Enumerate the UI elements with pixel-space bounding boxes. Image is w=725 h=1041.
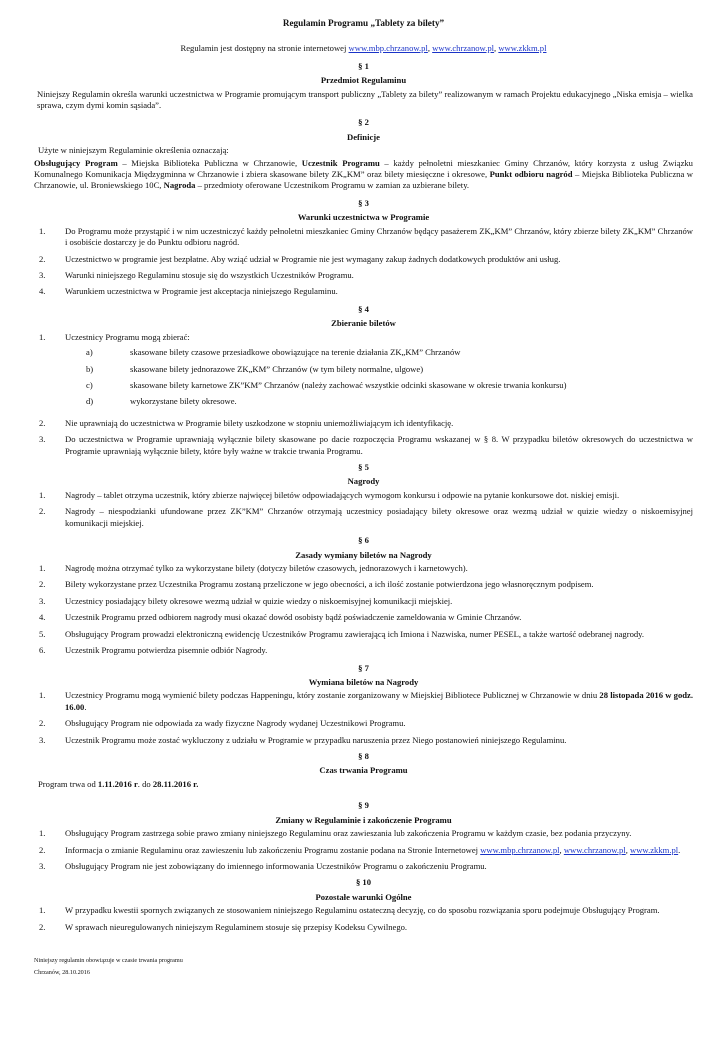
section-10-title: Pozostałe warunki Ogólne <box>315 891 412 902</box>
sub-letter: c) <box>86 379 93 390</box>
section-2-mark: § 2 <box>358 117 369 128</box>
end-date: 28.11.2016 r. <box>152 778 199 789</box>
list-item <box>34 579 693 590</box>
footer-validity: Niniejszy regulamin obowiązuje w czasie trwania programu <box>34 957 183 964</box>
item-number: 1. <box>39 563 46 573</box>
availability-line <box>34 43 693 54</box>
separator: , <box>427 43 433 54</box>
footer-place-date: Chrzanów, 28.10.2016 <box>34 968 90 976</box>
item-number: 2. <box>39 921 46 932</box>
list-item <box>34 506 693 529</box>
def-term: Punkt odbioru nagród <box>489 169 573 180</box>
sub-text: skasowane bilety czasowe przesiadkowe obowiązujące na terenie działania ZK„KM” Chrzanów <box>130 347 461 358</box>
list-item <box>34 612 693 623</box>
list-item <box>34 922 693 933</box>
item-number: 2. <box>39 253 46 264</box>
duration-text: Program trwa od <box>38 778 98 789</box>
document-title: Regulamin Programu „Tablety za bilety” <box>282 18 445 28</box>
item-text: Nagrody – niespodzianki ufundowane przez ZK”KM” Chrzanów otrzymają uczestnicy posiadający bilety okresowe oraz wezmą udział w quizie wiedzy o niskoemisyjnej komunikacji miejskiej. <box>65 506 693 528</box>
item-text: Uczestnictwo w programie jest bezpłatne. Aby wziąć udział w Programie nie jest wymagany zakup żadnych dodatkowych produktów ani usług. <box>65 253 561 264</box>
sub-item <box>34 364 693 375</box>
item-text <box>65 690 693 713</box>
item-text-end: . <box>84 701 87 712</box>
duration-text: . do <box>137 778 153 789</box>
list-item <box>34 434 693 457</box>
section-8-mark: § 8 <box>358 751 369 762</box>
section-3-title: Warunki uczestnictwa w Programie <box>297 212 430 223</box>
section-10-mark: § 10 <box>355 877 372 888</box>
section-7-mark: § 7 <box>358 662 369 673</box>
item-text: Uczestnicy Programu mogą zbierać: <box>65 331 190 342</box>
separator: , <box>559 844 564 855</box>
item-number: 2. <box>39 844 46 855</box>
item-number: 2. <box>39 506 46 517</box>
section-4-sublist <box>34 345 693 413</box>
item-text: Do Programu może przystąpić i w nim uczestniczyć każdy pełnoletni mieszkaniec Gminy Chrzanów będący pasażerem ZK„KM” Chrzanów, który zbierze bilety ZK„KM” Chrzanów i osobiście dostarczy je do Punktu odbioru nagród. <box>65 225 693 248</box>
separator: , <box>625 844 631 855</box>
list-item <box>34 286 693 297</box>
sub-letter: a) <box>86 347 93 358</box>
section-1-mark: § 1 <box>358 60 369 71</box>
item-number: 2. <box>39 417 46 428</box>
item-text-part: Uczestnicy Programu mogą wymienić bilety podczas Happeningu, który zostanie zorganizowany w Miejskiej Bibliotece Publicznej w Chrzanowie w dniu <box>65 690 600 701</box>
event-date: 28 listopada 2016 w godz. 16.00 <box>65 690 693 712</box>
list-item <box>34 226 693 249</box>
link-chrzanow[interactable]: www.chrzanow.pl <box>432 43 495 54</box>
item-text: Warunkiem uczestnictwa w Programie jest akceptacja niniejszego Regulaminu. <box>65 286 338 297</box>
def-text: – każdy pełnoletni mieszkaniec Gminy Chrzanów, który korzysta z usług Związku Komunalnego Komunikacja Międzygminna w Chrzanowie i zbiera skasowane bilety ZK„KM” oraz bilety miesięczne i okresowe, <box>34 157 693 180</box>
list-item <box>34 905 693 916</box>
item-text: Uczestnik Programu potwierdza pisemnie odbiór Nagrody. <box>65 645 268 656</box>
link-zkkm[interactable]: www.zkkm.pl <box>498 43 547 54</box>
link-zkkm[interactable]: www.zkkm.pl <box>630 844 679 855</box>
item-number: 1. <box>39 225 46 236</box>
sub-item <box>34 347 693 358</box>
list-item <box>34 645 693 656</box>
item-text: Uczestnik Programu może zostać wykluczony z udziału w Programie w przypadku naruszenia przez Niego postanowień niniejszego Regulaminu. <box>65 734 567 745</box>
item-text: Obsługujący Program nie odpowiada za wady fizyczne Nagrody wydanej Uczestnikowi Programu. <box>65 718 406 729</box>
sub-item <box>34 380 693 391</box>
item-text-end: . <box>678 844 681 855</box>
item-text <box>65 845 693 856</box>
list-item <box>34 690 693 713</box>
item-text: Obsługujący Program prowadzi elektroniczną ewidencję Uczestników Programu zawierającą ich Imiona i Nazwiska, numer PESEL, a także wartość odebranej nagrody. <box>65 628 645 639</box>
sub-item <box>34 396 693 407</box>
item-text: Do uczestnictwa w Programie uprawniają wyłącznie bilety skasowane po dacie rozpoczęcia Programu wskazanej w § 8. W przypadku biletów okresowych do uczestnictwa w Programie uprawniają wyłącznie bilety, które były ważne w trakcie trwania Programu. <box>65 434 693 456</box>
section-6-list <box>34 563 693 657</box>
item-text: Warunki niniejszego Regulaminu stosuje się do wszystkich Uczestników Programu. <box>65 269 354 280</box>
def-text: – Miejska Biblioteka Publiczna w Chrzanowie, ul. Broniewskiego 10C, <box>34 169 693 191</box>
item-number: 2. <box>39 718 46 729</box>
section-9-list <box>34 828 693 872</box>
separator: , <box>494 43 499 54</box>
section-6-mark: § 6 <box>358 535 369 546</box>
section-4-mark: § 4 <box>358 303 369 314</box>
item-number: 2. <box>39 579 46 590</box>
item-number: 3. <box>39 434 46 445</box>
section-6-title: Zasady wymiany biletów na Nagrody <box>295 549 432 560</box>
section-9-title: Zmiany w Regulaminie i zakończenie Programu <box>275 814 452 825</box>
item-number: 1. <box>39 489 46 500</box>
document-footer <box>34 955 183 979</box>
def-text: – przedmioty oferowane Uczestnikom Programu w zamian za uzbierane bilety. <box>195 180 470 191</box>
item-text: Obsługujący Program zastrzega sobie prawo zmiany niniejszego Regulaminu oraz zawieszania lub zakończenia Programu w każdym czasie, bez podania przyczyny. <box>65 828 632 839</box>
link-mbp[interactable]: www.mbp.chrzanow.pl <box>348 43 428 54</box>
list-item <box>34 861 693 872</box>
item-text: Obsługujący Program nie jest zobowiązany do imiennego informowania Uczestników Programu o zakończeniu Programu. <box>65 861 487 872</box>
list-item <box>34 629 693 640</box>
item-number: 3. <box>39 595 46 606</box>
item-number: 1. <box>39 690 46 701</box>
list-item <box>34 418 693 429</box>
item-text: Uczestnik Programu przed odbiorem nagrody musi okazać dowód osobisty bądź poświadczenie zameldowania w Gminie Chrzanów. <box>65 612 522 623</box>
section-4-list <box>34 332 693 457</box>
section-7-title: Wymiana biletów na Nagrody <box>308 676 419 687</box>
section-8-text <box>34 779 693 790</box>
sub-text: wykorzystane bilety okresowe. <box>130 396 237 407</box>
section-5-list <box>34 490 693 529</box>
document-page <box>0 17 725 1041</box>
section-5-mark: § 5 <box>358 462 369 473</box>
item-number: 3. <box>39 734 46 745</box>
list-item <box>34 563 693 574</box>
item-text: W przypadku kwestii spornych związanych ze stosowaniem niniejszego Regulaminu ostateczną decyzję, co do sposobu rozwiązania sporu podejmuje Obsługujący Program. <box>65 905 660 916</box>
item-number: 1. <box>39 331 46 342</box>
item-number: 1. <box>39 905 46 916</box>
list-item <box>34 254 693 265</box>
item-number: 3. <box>39 269 46 280</box>
item-text: Bilety wykorzystane przez Uczestnika Programu zostaną przeliczone w jego obecności, a ich ilość zostanie potwierdzona jego własnoręcznym podpisem. <box>65 579 594 590</box>
section-8-title: Czas trwania Programu <box>319 765 408 776</box>
sub-text: skasowane bilety jednorazowe ZK„KM” Chrzanów (w tym bilety normalne, ulgowe) <box>130 363 424 374</box>
section-9-mark: § 9 <box>358 800 369 811</box>
start-date: 1.11.2016 r <box>97 778 138 789</box>
item-text: Nagrodę można otrzymać tylko za wykorzystane bilety (dotyczy biletów czasowych, jednorazowych i karnetowych). <box>65 563 468 573</box>
item-number: 3. <box>39 861 46 872</box>
section-1-title: Przedmiot Regulaminu <box>320 75 407 86</box>
sub-text: skasowane bilety karnetowe ZK”KM” Chrzanów (należy zachować wszystkie odcinki skasowane w okresie trwania konkursu) <box>130 379 567 390</box>
section-1-text: Niniejszy Regulamin określa warunki uczestnictwa w Programie promującym transport publiczny „Tablety za bilety” realizowanym w ramach Projektu edukacyjnego „Niska emisja – wielka sprawa, czym dymi komin sąsiada”. <box>37 88 693 110</box>
item-text: W sprawach nieuregulowanych niniejszym Regulaminem stosuje się przepisy Kodeksu Cywilnego. <box>65 921 408 932</box>
item-number: 5. <box>39 628 46 639</box>
section-7-list <box>34 690 693 746</box>
link-mbp[interactable]: www.mbp.chrzanow.pl <box>480 844 560 855</box>
sub-letter: d) <box>86 396 94 407</box>
item-number: 6. <box>39 645 46 656</box>
section-2-definitions <box>34 158 693 192</box>
item-number: 4. <box>39 612 46 623</box>
def-term: Uczestnik Programu <box>301 157 380 168</box>
list-item <box>34 735 693 746</box>
section-2-title: Definicje <box>347 131 380 142</box>
def-text: – Miejska Biblioteka Publiczna w Chrzanowie, <box>117 157 302 168</box>
section-4-title: Zbieranie biletów <box>331 318 396 329</box>
list-item <box>34 270 693 281</box>
sub-letter: b) <box>86 363 94 374</box>
def-term: Obsługujący Program <box>34 157 118 168</box>
item-number: 1. <box>39 828 46 839</box>
list-item <box>34 332 693 413</box>
section-2-intro: Użyte w niniejszym Regulaminie określenia oznaczają: <box>38 145 229 156</box>
item-text: Nie uprawniają do uczestnictwa w Programie bilety uszkodzone w stopniu uniemożliwiającym ich identyfikację. <box>65 417 454 428</box>
list-item <box>34 718 693 729</box>
item-text-part: Informacja o zmianie Regulaminu oraz zawieszeniu lub zakończeniu Programu zostanie podana na Stronie Internetowej <box>65 844 481 855</box>
item-text: Uczestnicy posiadający bilety okresowe wezmą udział w quizie wiedzy o niskoemisyjnej komunikacji miejskiej. <box>65 595 453 606</box>
list-item <box>34 828 693 839</box>
def-term: Nagroda <box>163 180 196 191</box>
list-item <box>34 845 693 856</box>
item-text: Nagrody – tablet otrzyma uczestnik, który zbierze najwięcej biletów odpowiadających wymogom konkursu i odpowie na pytanie konkursowe dot. niskiej emisji. <box>65 489 620 500</box>
list-item <box>34 490 693 501</box>
section-3-list <box>34 226 693 298</box>
link-chrzanow[interactable]: www.chrzanow.pl <box>563 844 626 855</box>
item-number: 4. <box>39 286 46 297</box>
availability-text: Regulamin jest dostępny na stronie internetowej <box>180 43 349 54</box>
section-3-mark: § 3 <box>358 197 369 208</box>
list-item <box>34 596 693 607</box>
section-10-list <box>34 905 693 933</box>
section-5-title: Nagrody <box>347 476 380 487</box>
